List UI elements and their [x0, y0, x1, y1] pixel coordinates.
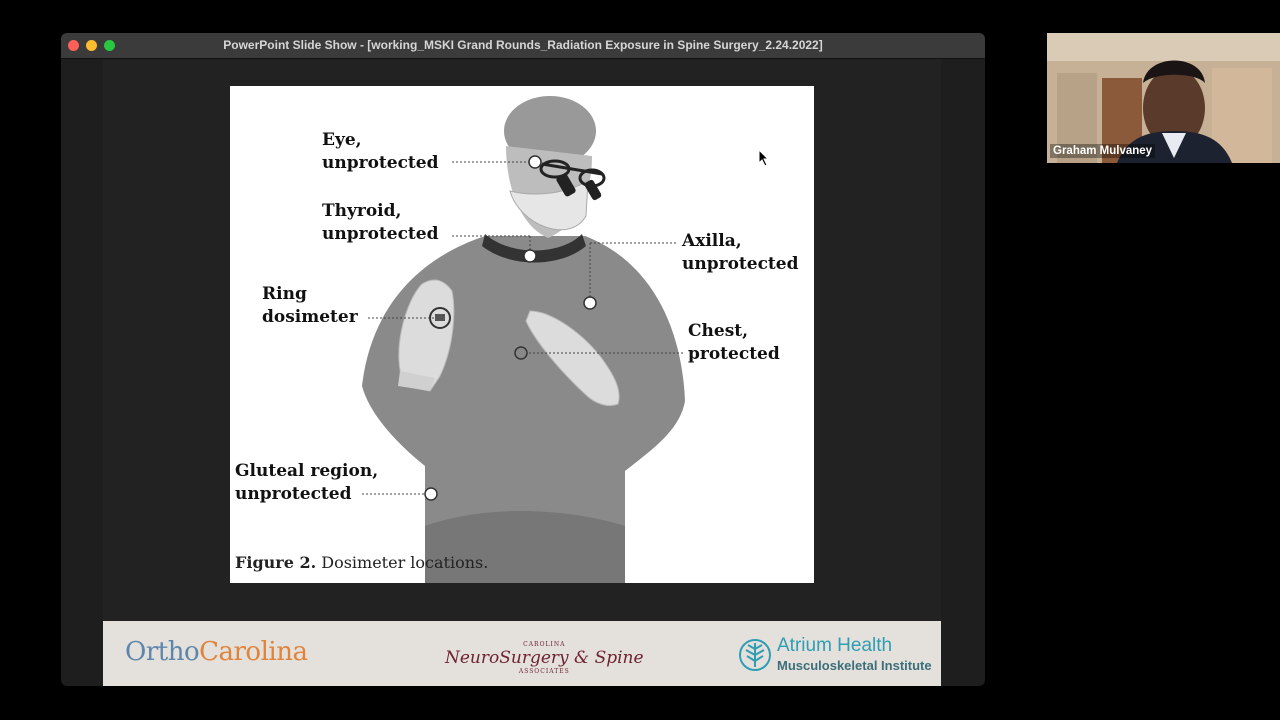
label-chest: Chest, protected: [688, 321, 780, 364]
neurosurgery-spine-logo: CAROLINA NeuroSurgery & Spine ASSOCIATES: [445, 641, 644, 675]
slide[interactable]: [103, 59, 941, 686]
logo-strip: OrthoCarolina CAROLINA NeuroSurgery & Spine ASSOCIATES Atrium Health Musculoskeletal Institute: [103, 621, 941, 686]
slideshow-window: [61, 33, 985, 686]
mouse-pointer-icon: [758, 149, 770, 172]
participant-video-tile[interactable]: [1047, 33, 1280, 163]
participant-name: Graham Mulvaney: [1050, 144, 1155, 158]
window-titlebar: [61, 33, 985, 59]
label-thyroid: Thyroid, unprotected: [322, 201, 439, 244]
dosimeter-figure: [230, 86, 814, 583]
orthocarolina-logo: OrthoCarolina: [125, 637, 308, 667]
label-gluteal: Gluteal region, unprotected: [235, 461, 379, 504]
label-axilla: Axilla, unprotected: [682, 231, 799, 274]
figure-caption: [235, 553, 488, 572]
atrium-emblem-icon: [739, 639, 771, 671]
window-title: PowerPoint Slide Show - [working_MSKI Grand Rounds_Radiation Exposure in Spine Surgery_2.24.2022]: [223, 38, 823, 52]
label-eye: Eye, unprotected: [322, 130, 439, 173]
caption-label: Figure 2.: [235, 553, 317, 572]
label-ring-dosimeter: Ring dosimeter: [262, 284, 358, 327]
caption-text: Dosimeter locations.: [321, 553, 489, 572]
